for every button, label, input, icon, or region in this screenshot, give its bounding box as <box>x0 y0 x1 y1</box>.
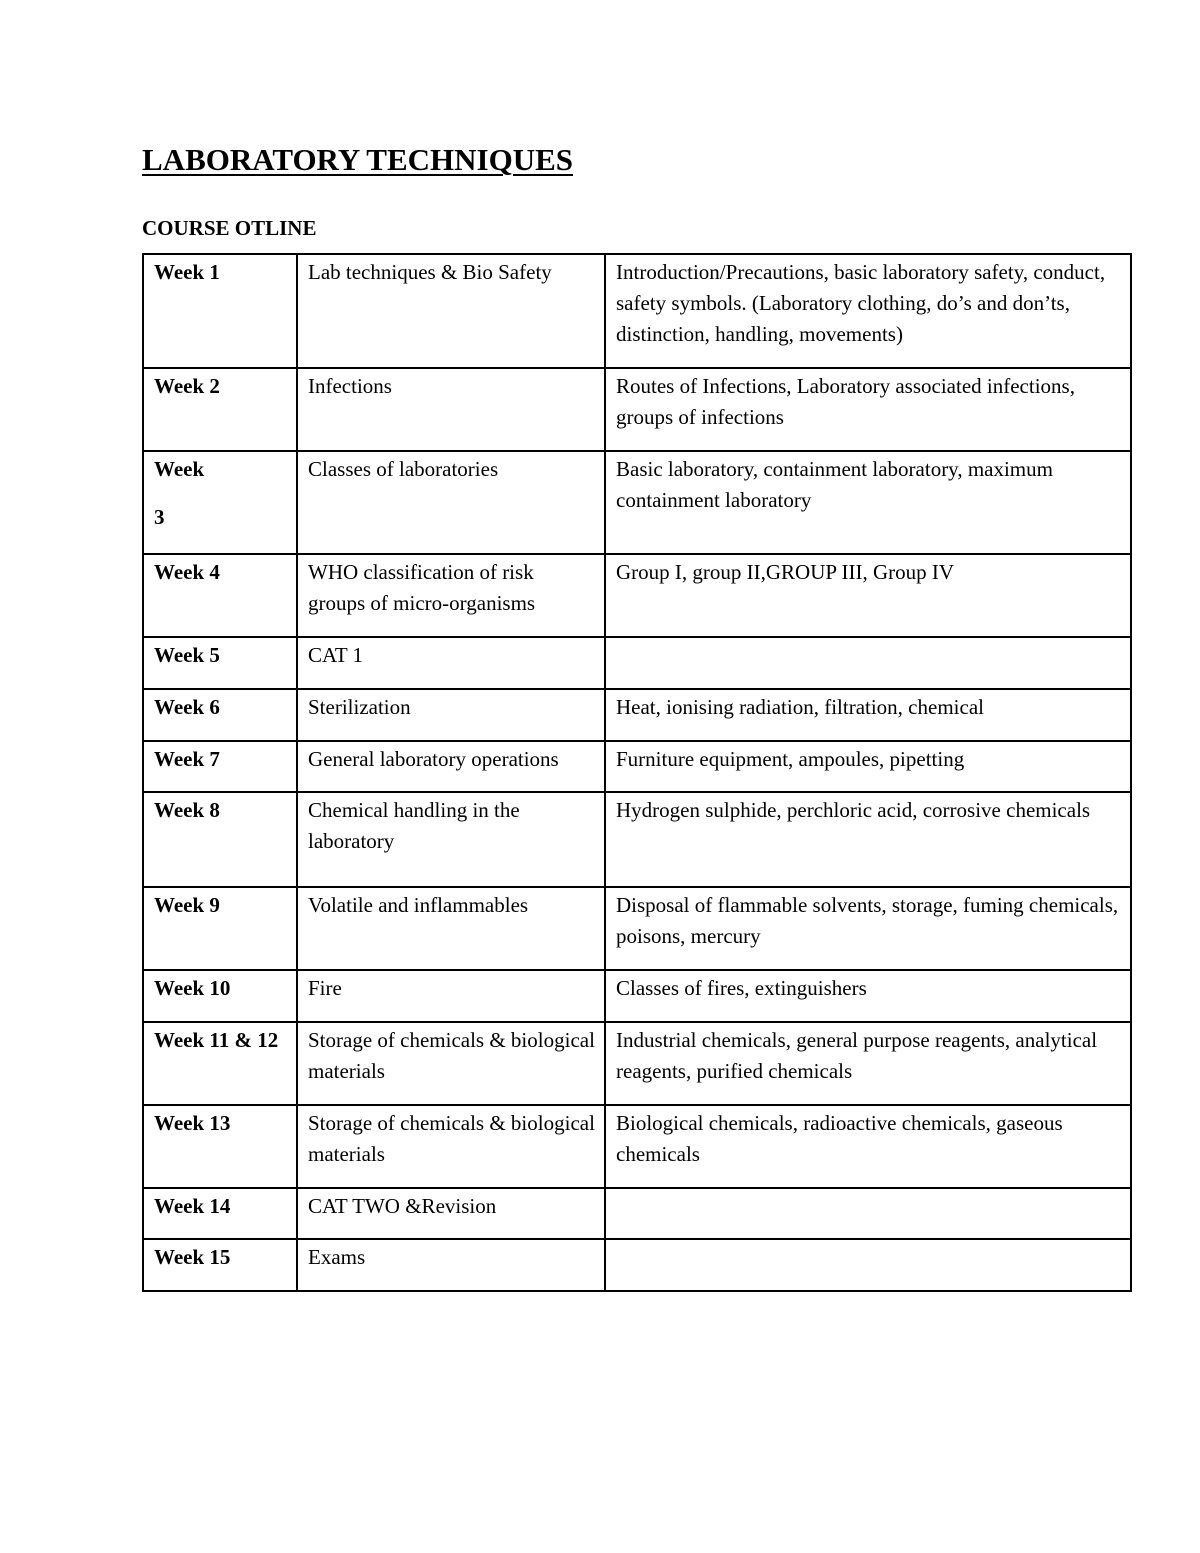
content-cell: Routes of Infections, Laboratory associated infections, groups of infections <box>605 368 1131 451</box>
week-cell: Week 7 <box>143 741 297 792</box>
topic-cell: Storage of chemicals & biological materials <box>297 1022 605 1105</box>
content-cell <box>605 1239 1131 1291</box>
content-cell: Hydrogen sulphide, perchloric acid, corrosive chemicals <box>605 792 1131 887</box>
week-cell <box>143 451 297 554</box>
week-cell: Week 13 <box>143 1105 297 1188</box>
week-cell: Week 6 <box>143 689 297 741</box>
table-row <box>143 451 1131 554</box>
week-cell: Week 14 <box>143 1188 297 1239</box>
course-outline-table <box>142 253 1132 1292</box>
topic-cell: Fire <box>297 970 605 1022</box>
topic-cell: Exams <box>297 1239 605 1291</box>
table-row <box>143 689 1131 741</box>
table-row <box>143 1239 1131 1291</box>
table-row <box>143 1188 1131 1239</box>
table-row <box>143 1022 1131 1105</box>
week-cell: Week 4 <box>143 554 297 637</box>
topic-cell: CAT TWO &Revision <box>297 1188 605 1239</box>
topic-cell: Storage of chemicals & biological materials <box>297 1105 605 1188</box>
week-cell: Week 15 <box>143 1239 297 1291</box>
week-cell: Week 2 <box>143 368 297 451</box>
week-cell: Week 9 <box>143 887 297 970</box>
week-cell: Week 1 <box>143 254 297 368</box>
week-cell-line: Week <box>154 457 205 481</box>
week-cell: Week 10 <box>143 970 297 1022</box>
content-cell: Industrial chemicals, general purpose reagents, analytical reagents, purified chemicals <box>605 1022 1131 1105</box>
content-cell: Group I, group II,GROUP III, Group IV <box>605 554 1131 637</box>
table-row <box>143 792 1131 887</box>
content-cell: Introduction/Precautions, basic laboratory safety, conduct, safety symbols. (Laboratory clothing, do’s and don’ts, distinction, handling, movements) <box>605 254 1131 368</box>
topic-cell: CAT 1 <box>297 637 605 689</box>
table-row <box>143 554 1131 637</box>
topic-cell: Chemical handling in the laboratory <box>297 792 605 887</box>
topic-cell: General laboratory operations <box>297 741 605 792</box>
table-row <box>143 637 1131 689</box>
table-row <box>143 368 1131 451</box>
topic-cell: Infections <box>297 368 605 451</box>
table-row <box>143 1105 1131 1188</box>
content-cell <box>605 637 1131 689</box>
week-cell: Week 5 <box>143 637 297 689</box>
document-title: LABORATORY TECHNIQUES <box>142 142 574 177</box>
topic-cell: Volatile and inflammables <box>297 887 605 970</box>
week-cell: Week 11 & 12 <box>143 1022 297 1105</box>
content-cell: Classes of fires, extinguishers <box>605 970 1131 1022</box>
table-row <box>143 254 1131 368</box>
document-subtitle: COURSE OTLINE <box>142 216 317 240</box>
topic-cell: Classes of laboratories <box>297 451 605 554</box>
content-cell <box>605 1188 1131 1239</box>
week-cell-line: 3 <box>154 505 165 529</box>
topic-cell: Sterilization <box>297 689 605 741</box>
content-cell: Heat, ionising radiation, filtration, chemical <box>605 689 1131 741</box>
topic-cell: Lab techniques & Bio Safety <box>297 254 605 368</box>
content-cell: Disposal of flammable solvents, storage, fuming chemicals, poisons, mercury <box>605 887 1131 970</box>
week-cell: Week 8 <box>143 792 297 887</box>
topic-cell: WHO classification of risk groups of micro-organisms <box>297 554 605 637</box>
table-row <box>143 741 1131 792</box>
content-cell: Basic laboratory, containment laboratory, maximum containment laboratory <box>605 451 1131 554</box>
content-cell: Biological chemicals, radioactive chemicals, gaseous chemicals <box>605 1105 1131 1188</box>
table-row <box>143 970 1131 1022</box>
content-cell: Furniture equipment, ampoules, pipetting <box>605 741 1131 792</box>
table-row <box>143 887 1131 970</box>
